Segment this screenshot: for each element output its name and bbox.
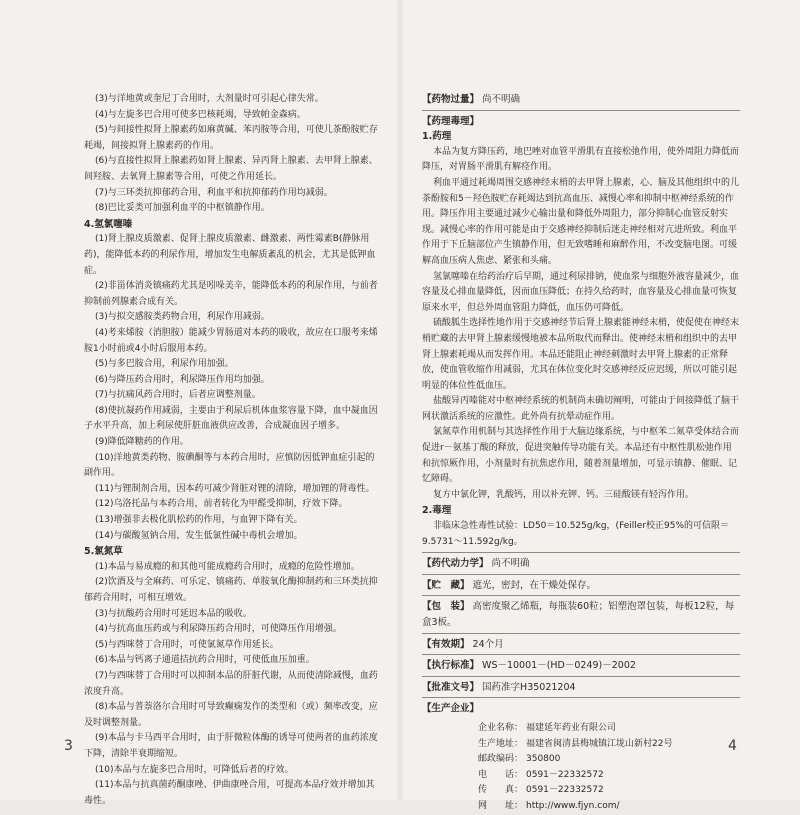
text-line: (12)乌洛托品与本药合用，前者转化为甲醛受抑制，疗效下降。 bbox=[95, 499, 348, 510]
approval-section bbox=[422, 680, 740, 696]
kinetics-section bbox=[422, 556, 740, 572]
divider bbox=[422, 697, 740, 698]
text-line: (6)与降压药合用时，利尿降压作用均加强。 bbox=[95, 374, 270, 385]
contact-row bbox=[422, 783, 740, 799]
contact-label: 网 址： bbox=[478, 800, 524, 811]
section-text: 尚不明确 bbox=[482, 94, 521, 105]
text-line: 非临床急性毒性试验：LD50＝10.525g/kg，(Feiller校正95%的可信限＝9.5731～11.592g/kg。 bbox=[422, 521, 730, 547]
subheading: 1.药理 bbox=[422, 131, 452, 143]
subheading: 2.毒理 bbox=[422, 505, 452, 517]
divider bbox=[422, 595, 740, 596]
text-line: (13)增强非去极化肌松药的作用，与血钾下降有关。 bbox=[95, 515, 303, 526]
text-line: (7)与西咪替丁合用时可以抑制本品的肝脏代谢，从而使清除减慢，血药浓度升高。 bbox=[84, 670, 378, 697]
page-number-right: 4 bbox=[728, 738, 737, 754]
divider bbox=[422, 654, 740, 655]
section-heading: 4.氢氯噻嗪 bbox=[84, 218, 133, 230]
section-tag: 【执行标准】 bbox=[422, 660, 480, 672]
contact-value: 0591－22332572 bbox=[526, 769, 604, 780]
standard-section bbox=[422, 658, 740, 674]
text-line: (4)考来烯胺（消胆胺）能减少胃肠道对本药的吸收，故应在口服考来烯胺1小时前或4小时后服用本药。 bbox=[84, 327, 378, 354]
text-line: (3)与抗酸药合用时可延迟本品的吸收。 bbox=[95, 608, 252, 619]
text-line: (1)本品与易成瘾的和其他可能成瘾药合用时，成瘾的危险性增加。 bbox=[95, 561, 360, 572]
text-line: (10)本品与左旋多巴合用时，可降低后者的疗效。 bbox=[95, 764, 294, 775]
section-heading: 5.氯氮草 bbox=[84, 546, 123, 558]
text-line: (3)与洋地黄或奎尼丁合用时，大剂量时可引起心律失常。 bbox=[95, 94, 324, 104]
section-tag: 【有效期】 bbox=[422, 638, 470, 650]
text-line: 盐酸异丙嗪能对中枢神经系统的机制尚未确切阐明，可能由于间接降低了脑干网状激活系统的应激性。此外尚有抗晕动症作用。 bbox=[422, 396, 740, 422]
text-line: (1)肾上腺皮质激素、促肾上腺皮质激素、雌激素、两性霉素B(静脉用药)，能降低本药的利尿作用，增加发生电解质紊乱的机会，尤其是低钾血症。 bbox=[84, 234, 376, 276]
section-tag: 【药物过量】 bbox=[422, 94, 480, 105]
text-line: (9)降低降糖药的作用。 bbox=[95, 437, 189, 448]
contact-value: 福建延年药业有限公司 bbox=[526, 722, 617, 733]
section-text: 国药准字H35021204 bbox=[482, 681, 576, 693]
contact-value: 0591－22332572 bbox=[526, 785, 604, 796]
text-line: (11)与锂制剂合用，因本药可减少肾脏对锂的清除，增加锂的肾毒性。 bbox=[95, 483, 375, 494]
text-line: (8)巴比妥类可加强利血平的中枢镇静作用。 bbox=[95, 203, 270, 214]
manufacturer-section bbox=[422, 701, 740, 717]
text-line: (11)本品与抗真菌药酮康唑、伊曲康唑合用，可提高本品疗效并增加其毒性。 bbox=[84, 780, 375, 806]
section-tag: 【贮 藏】 bbox=[422, 579, 470, 591]
text-line: 氯氮草作用机制与其选择性作用于大脑边缘系统，与中枢苯二氮草受体结合而促进r－氨基丁酸的释放，促进突触传导功能有关。本品还有中枢性肌松弛作用和抗惊厥作用，小剂量时有抗焦虑作用，随着剂量增加，可显示镇静、催眠、记忆障碍。 bbox=[422, 427, 740, 485]
contact-row bbox=[422, 799, 740, 815]
text-line: 本品为复方降压药，地巴唑对血管平滑肌有直接松弛作用，使外周阻力降低而降压，对胃肠平滑肌有解痉作用。 bbox=[422, 146, 740, 173]
text-line: (10)洋地黄类药物、胺碘酮等与本药合用时，应慎防因低钾血症引起的副作用。 bbox=[84, 452, 375, 479]
section-tag: 【药代动力学】 bbox=[422, 558, 489, 570]
text-line: (2)饮酒及与全麻药、可乐定、镇痛药、单胺氧化酶抑制药和三环类抗抑郁药合用时，可相互增效。 bbox=[84, 577, 378, 603]
text-line: (4)与抗高血压药或与利尿降压药合用时，可使降压作用增强。 bbox=[95, 624, 342, 635]
text-line: (4)与左旋多巴合用可使多巴核耗竭，导致帕金森病。 bbox=[95, 109, 306, 120]
text-line: (8)使抗凝药作用减弱，主要由于利尿后机体血浆容量下降，血中凝血因子水平升高，加上利尿使肝脏血液供应改善，合成凝血因子增多。 bbox=[84, 405, 378, 432]
divider bbox=[422, 676, 740, 677]
text-line: (9)本品与卡马西平合用时，由于肝微粒体酶的诱导可使两者的血药浓度下降，清除半衰期缩短。 bbox=[84, 733, 378, 759]
contact-label: 企业名称： bbox=[478, 722, 524, 733]
divider bbox=[422, 633, 740, 634]
text-line: (5)与间接性拟肾上腺素药如麻黄碱、苯丙胺等合用，可使儿茶酚胺贮存耗竭，间接拟肾上腺素药的作用。 bbox=[84, 125, 378, 151]
section-tag: 【批准文号】 bbox=[422, 681, 480, 693]
text-line: (6)本品与钙离子通道拮抗药合用时，可使低血压加重。 bbox=[95, 655, 315, 666]
section-text: 尚不明确 bbox=[491, 558, 530, 570]
section-tag: 【药理毒理】 bbox=[422, 115, 480, 127]
pharmacology-section bbox=[422, 114, 740, 130]
contact-value: 福建省闽清县梅城镇江垅山新村22号 bbox=[526, 738, 673, 749]
storage-section bbox=[422, 578, 740, 594]
section-text: 高密度聚乙烯瓶，每瓶装60粒；铝塑泡罩包装，每板12粒，每盒3板。 bbox=[422, 601, 735, 628]
left-page bbox=[0, 0, 400, 806]
text-line: 利血平通过耗竭周围交感神经末梢的去甲肾上腺素，心、脑及其他组织中的儿茶酚胺和5－羟色胺贮存耗竭达到抗高血压、减慢心率和抑制中枢神经系统的作用。降压作用主要通过减少心输出量和降低外周阻力，部分抑制心血管反射实现。减慢心率的作用可能是由于交感神经抑制后迷走神经相对亢进所致。利血平作用于下丘脑部位产生镇静作用，但无致嗜睡和麻醉作用，不改变脑电图。可缓解高血压病人焦虑、紧张和头痛。 bbox=[422, 177, 740, 266]
text-line: (3)与拟交感胺类药物合用，利尿作用减弱。 bbox=[95, 312, 270, 323]
text-line: (5)与西咪替丁合用时，可使氯氮草作用延长。 bbox=[95, 639, 279, 650]
contact-row bbox=[422, 721, 740, 737]
divider bbox=[422, 552, 740, 553]
contact-row bbox=[422, 752, 740, 768]
section-tag: 【生产企业】 bbox=[422, 703, 480, 715]
packaging-section bbox=[422, 599, 740, 630]
contact-value: 350800 bbox=[526, 754, 561, 765]
section-text: WS－10001－(HD－0249)－2002 bbox=[482, 660, 636, 672]
contact-label: 传 真： bbox=[478, 785, 524, 796]
contact-label: 电 话： bbox=[478, 769, 524, 780]
section-text: 24个月 bbox=[472, 638, 504, 650]
divider bbox=[422, 110, 740, 111]
text-line: (5)与多巴胺合用，利尿作用加强。 bbox=[95, 359, 234, 370]
overdose-section bbox=[422, 92, 740, 108]
contact-row bbox=[422, 768, 740, 784]
text-line: (7)与三环类抗抑郁药合用，利血平和抗抑郁药作用均减弱。 bbox=[95, 187, 333, 198]
contact-label: 邮政编码： bbox=[478, 754, 524, 765]
text-line: (14)与碳酸氢钠合用，发生低氯性碱中毒机会增加。 bbox=[95, 530, 303, 541]
contact-label: 生产地址： bbox=[478, 738, 524, 749]
section-tag: 【包 装】 bbox=[422, 601, 470, 613]
text-line: 硫酸胍生选择性地作用于交感神经节后肾上腺素能神经末梢，使促使在神经末梢贮藏的去甲肾上腺素缓慢地被本品所取代而释出。使神经末梢和组织中的去甲肾上腺素耗竭从而发挥作用。本品还能阻止神经刺激时去甲肾上腺素的正常释放，使血管收缩作用减弱，尤其在体位变化时交感神经反应迟缓，所以可能引起明显的体位性低血压。 bbox=[422, 318, 740, 391]
contact-row bbox=[422, 737, 740, 753]
divider bbox=[422, 574, 740, 575]
website-link: http://www.fjyn.com/ bbox=[526, 800, 620, 811]
text-line: 复方中氯化钾，乳酸钙，用以补充钾、钙。三硅酸镁有轻泻作用。 bbox=[433, 489, 695, 500]
text-line: (6)与直接性拟肾上腺素药如肾上腺素、异丙肾上腺素、去甲肾上腺素、间羟胺、去氧肾上腺素等合用，可使之作用延长。 bbox=[84, 156, 378, 182]
text-line: 氢氯噻嗪在给药治疗后早期，通过利尿排钠，使血浆与细胞外液容量减少，血容量及心排血量降低，因而血压降低；在持久给药时，血容量及心排血量可恢复原来水平，但总外周血管阻力降低，血压仍可降低。 bbox=[422, 271, 740, 313]
validity-section bbox=[422, 637, 740, 653]
text-line: (8)本品与普萘洛尔合用时可导致癫痫发作的类型和（或）频率改变，应及时调整剂量。 bbox=[84, 702, 378, 728]
right-page bbox=[400, 0, 800, 811]
text-line: (7)与抗痛风药合用时，后者应调整剂量。 bbox=[95, 390, 261, 401]
page-number-left: 3 bbox=[64, 738, 73, 754]
section-text: 遮光，密封，在干燥处保存。 bbox=[472, 579, 597, 591]
text-line: (2)非甾体消炎镇痛药尤其是吲哚美辛，能降低本药的利尿作用，与前者抑制前列腺素合成有关。 bbox=[84, 281, 378, 307]
